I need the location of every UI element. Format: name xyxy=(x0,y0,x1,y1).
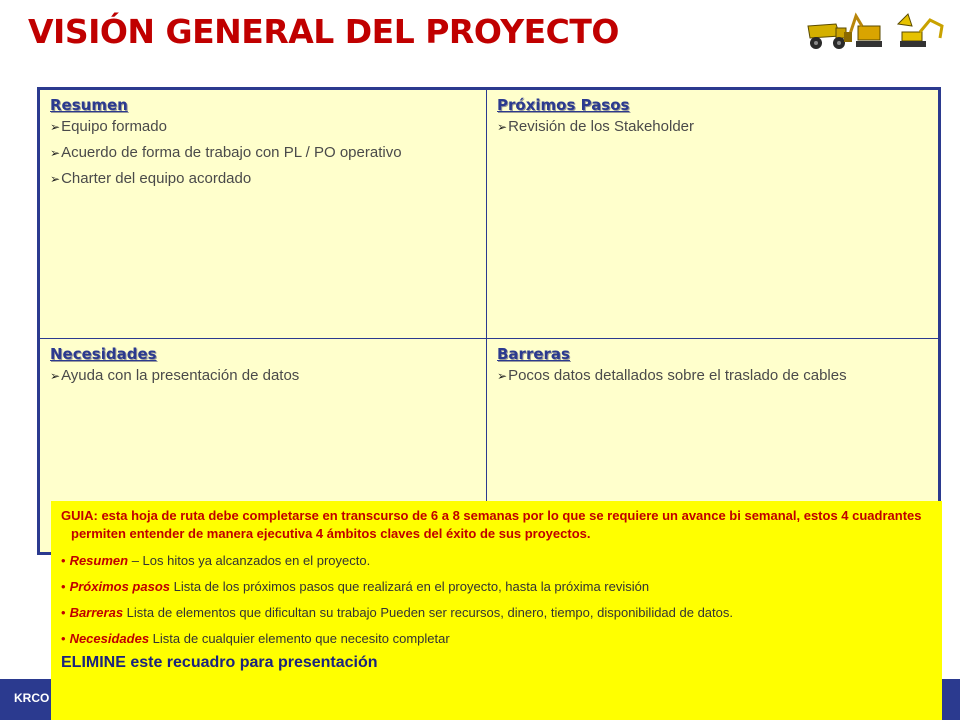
arrow-bullet-icon: ➢ xyxy=(497,369,508,383)
quadrant-heading: Barreras xyxy=(497,345,570,363)
arrow-bullet-icon: ➢ xyxy=(50,120,61,134)
quadrant-heading: Resumen xyxy=(50,96,128,114)
arrow-bullet-icon: ➢ xyxy=(497,120,508,134)
quadrant-grid xyxy=(37,87,941,555)
page-title: VISIÓN GENERAL DEL PROYECTO xyxy=(28,12,619,51)
arrow-bullet-icon: ➢ xyxy=(50,146,61,160)
arrow-bullet-icon: ➢ xyxy=(50,172,61,186)
guide-box xyxy=(51,501,942,720)
quadrant-list xyxy=(497,367,928,385)
quadrant-proximos-pasos xyxy=(487,90,938,339)
guide-item: • Resumen – Los hitos ya alcanzados en el proyecto. xyxy=(61,553,371,568)
bullet-icon: • xyxy=(61,553,66,568)
list-item: ➢Ayuda con la presentación de datos xyxy=(50,367,300,384)
bullet-icon: • xyxy=(61,579,66,594)
quadrant-list xyxy=(497,118,928,136)
list-item: ➢Acuerdo de forma de trabajo con PL / PO operativo xyxy=(50,144,402,161)
bullet-icon: • xyxy=(61,631,66,646)
arrow-bullet-icon: ➢ xyxy=(50,369,61,383)
list-item: ➢Equipo formado xyxy=(50,118,167,135)
list-item: ➢Pocos datos detallados sobre el traslado de cables xyxy=(497,367,847,384)
quadrant-heading: Necesidades xyxy=(50,345,157,363)
guide-intro: GUIA: esta hoja de ruta debe completarse en transcurso de 6 a 8 semanas por lo que se requiere un avance bi semanal, estos 4 cuadrantes permiten entender de manera ejecutiva 4 ámbitos claves del éxito de sus proyectos. xyxy=(61,508,922,541)
guide-item: • Necesidades Lista de cualquier elemento que necesito completar xyxy=(61,631,450,646)
list-item: ➢Charter del equipo acordado xyxy=(50,170,252,187)
quadrant-resumen xyxy=(40,90,487,339)
list-item: ➢Revisión de los Stakeholder xyxy=(497,118,695,135)
bullet-icon: • xyxy=(61,605,66,620)
quadrant-list xyxy=(50,118,476,188)
mining-trucks-logo-icon xyxy=(806,12,948,52)
guide-final-note: ELIMINE este recuadro para presentación xyxy=(61,654,378,671)
footer-text: KRCO xyxy=(14,691,50,705)
guide-item: • Próximos pasos Lista de los próximos pasos que realizará en el proyecto, hasta la próxima revisión xyxy=(61,579,650,594)
quadrant-list xyxy=(50,367,476,385)
guide-item: • Barreras Lista de elementos que dificultan su trabajo Pueden ser recursos, dinero, tiempo, disponibilidad de datos. xyxy=(61,605,733,620)
quadrant-heading: Próximos Pasos xyxy=(497,96,630,114)
